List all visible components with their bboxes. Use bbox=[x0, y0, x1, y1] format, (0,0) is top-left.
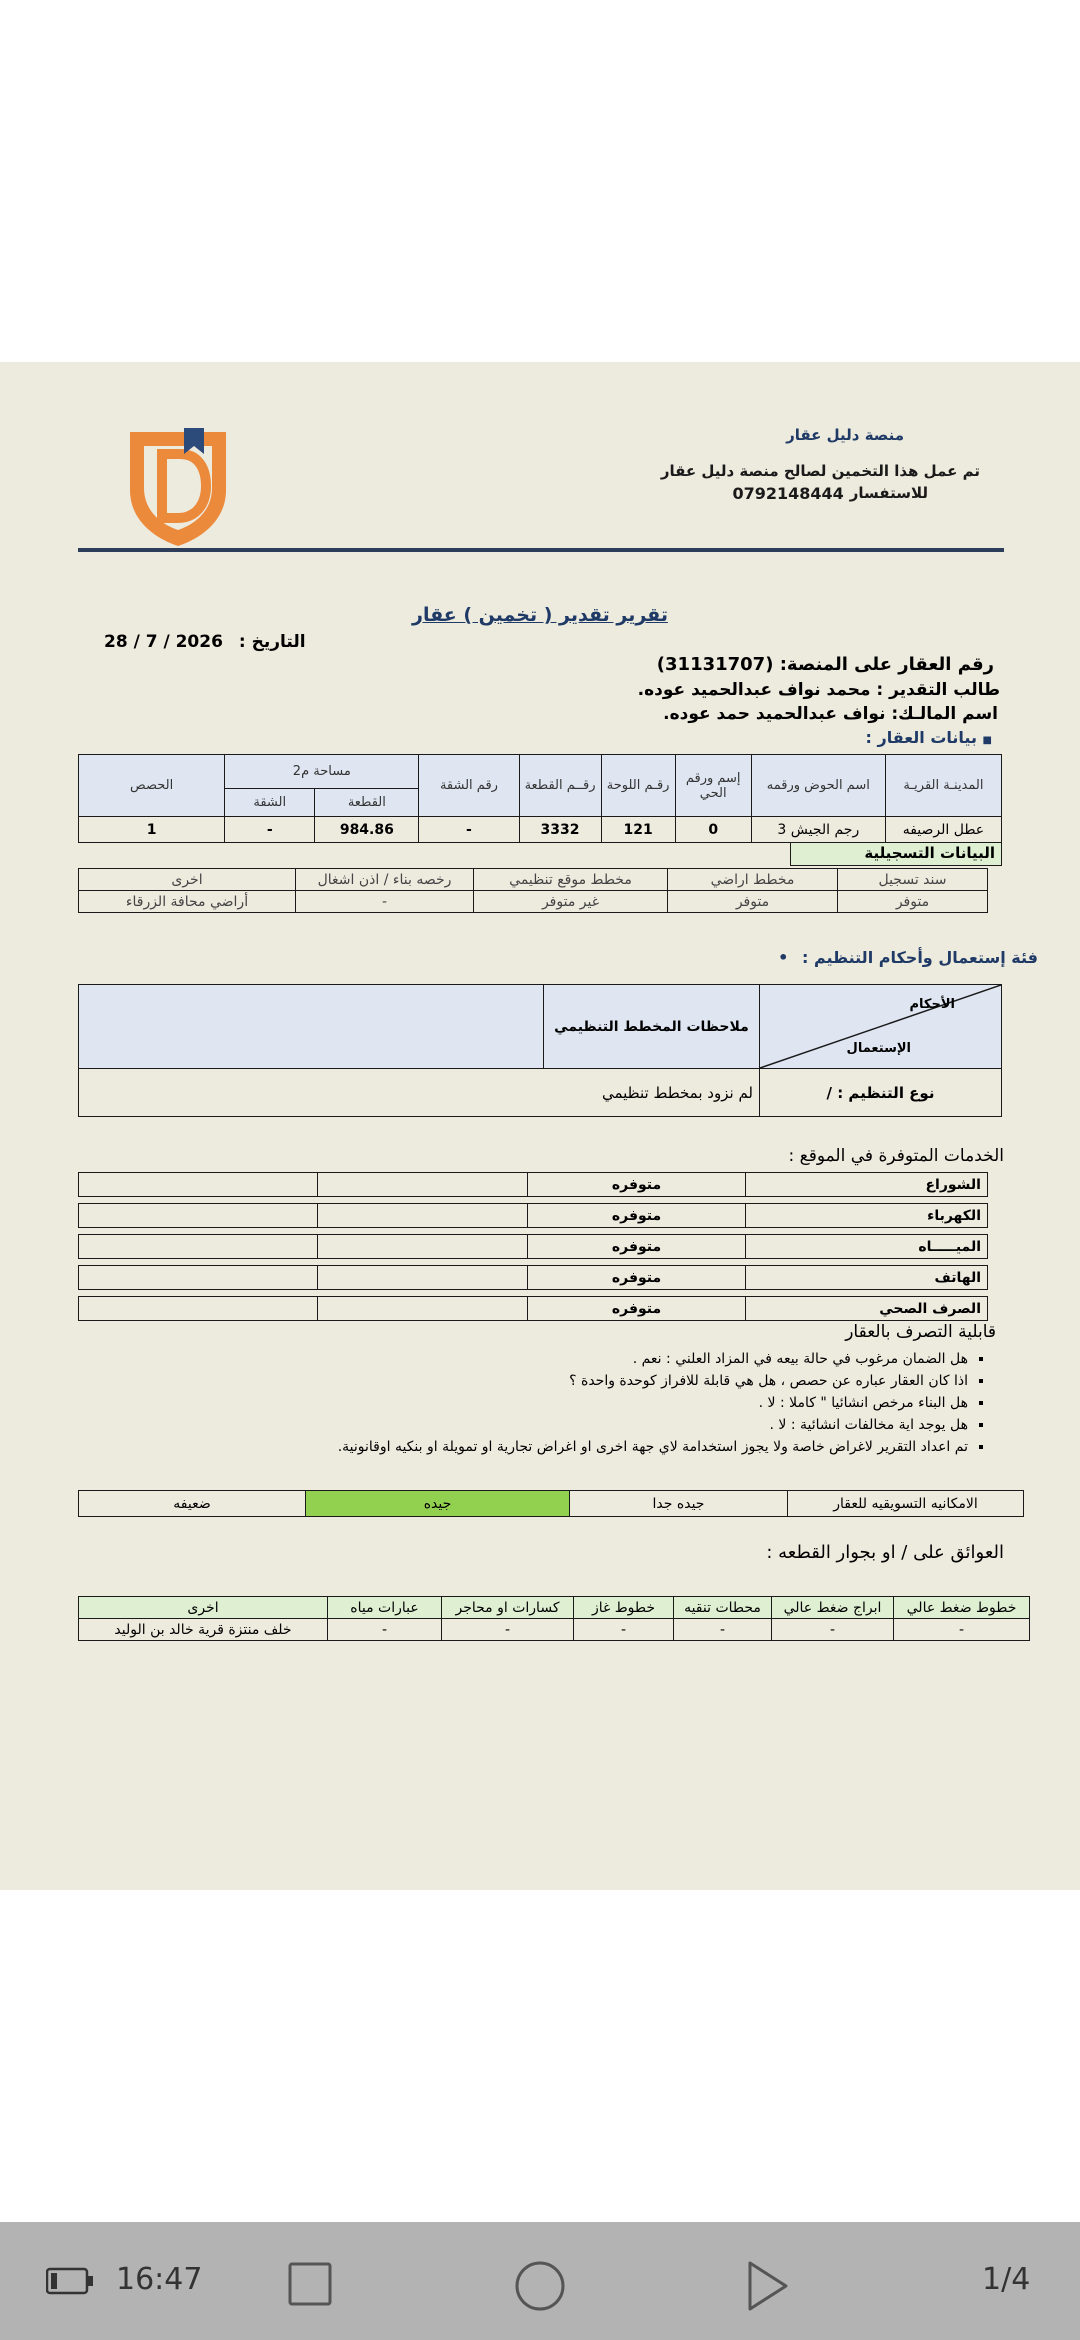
reg-v-site-plan: غير متوفر bbox=[474, 891, 668, 913]
td-shares: 1 bbox=[79, 817, 225, 843]
service-empty-b bbox=[79, 1297, 318, 1321]
property-number: رقم العقار على المنصة: (31131707) bbox=[656, 654, 994, 675]
th-basin: اسم الحوض ورقمه bbox=[751, 755, 885, 817]
date-value: 28 / 7 / 2026 bbox=[104, 632, 223, 652]
disposal-item: ▪ هل الضمان مرغوب في حالة بيعه في المزاد العلني : نعم . bbox=[338, 1348, 968, 1370]
zoning-title-text: فئة إستعمال وأحكام التنظيم : bbox=[801, 948, 1038, 967]
service-value: متوفره bbox=[528, 1173, 746, 1197]
service-value: متوفره bbox=[528, 1297, 746, 1321]
marketing-table bbox=[78, 1490, 1024, 1517]
recent-apps-icon[interactable] bbox=[288, 2262, 332, 2306]
th-shares: الحصص bbox=[79, 755, 225, 817]
disposal-item: ▪ اذا كان العقار عباره عن حصص ، هل هي قابلة للافراز كوحدة واحدة ؟ bbox=[338, 1370, 968, 1392]
disposal-item: ▪ تم اعداد التقرير لاغراض خاصة ولا يجوز استخدامة لاي جهة اخرى او اغراض تجارية او تمويلة او بنكيه اوقانونية. bbox=[338, 1436, 968, 1458]
obs-v-other: خلف منتزة قرية خالد بن الوليد bbox=[79, 1619, 328, 1641]
obs-h-quarries: كسارات او محاجر bbox=[442, 1597, 574, 1619]
service-value: متوفره bbox=[528, 1266, 746, 1290]
th-district: إسم ورقم الحي bbox=[675, 755, 751, 817]
page-indicator: 1/4 bbox=[982, 2262, 1031, 2297]
service-name: الميـــــاه bbox=[746, 1235, 988, 1259]
th-village: المدينـة القريـة bbox=[885, 755, 1001, 817]
play-icon[interactable] bbox=[746, 2260, 790, 2312]
registration-table bbox=[78, 868, 988, 913]
reg-h-deed: سند تسجيل bbox=[838, 869, 988, 891]
td-district: 0 bbox=[675, 817, 751, 843]
service-row bbox=[78, 1172, 988, 1197]
obstacles-title: العوائق على / او بجوار القطعه : bbox=[766, 1542, 1004, 1563]
th-area-plot: القطعة bbox=[315, 789, 419, 817]
report-title: تقرير تقدير ( تخمين ) عقار bbox=[412, 604, 668, 626]
service-empty-b bbox=[79, 1266, 318, 1290]
reg-h-permit: رخصه بناء / اذن اشغال bbox=[296, 869, 474, 891]
td-plot-no: 3332 bbox=[519, 817, 601, 843]
header-divider bbox=[78, 548, 1004, 552]
istimal-label: الإستعمال bbox=[846, 1041, 911, 1056]
disposal-item: ▪ هل يوجد اية مخالفات انشائية : لا . bbox=[338, 1414, 968, 1436]
services-list bbox=[78, 1172, 988, 1321]
report-date bbox=[104, 632, 306, 652]
obs-h-hv-lines: خطوط ضغط عالي bbox=[894, 1597, 1030, 1619]
obs-v-treatment: - bbox=[674, 1619, 772, 1641]
th-plot-no: رقــم القطعة bbox=[519, 755, 601, 817]
zoning-notes-header: ملاحظات المخطط التنظيمي bbox=[544, 985, 760, 1069]
td-board: 121 bbox=[601, 817, 675, 843]
ahkam-label: الأحكام bbox=[909, 997, 955, 1012]
td-area-plot: 984.86 bbox=[315, 817, 419, 843]
obs-v-hv-towers: - bbox=[772, 1619, 894, 1641]
service-row bbox=[78, 1234, 988, 1259]
logo-icon bbox=[122, 424, 234, 548]
date-label: التاريخ : bbox=[238, 632, 306, 652]
marketing-option-weak: ضعيفه bbox=[79, 1491, 306, 1517]
contact-line bbox=[732, 484, 928, 503]
zoning-section-title: فئة إستعمال وأحكام التنظيم : • bbox=[778, 948, 1038, 967]
td-apt-no: - bbox=[419, 817, 519, 843]
obs-h-gas: خطوط غاز bbox=[574, 1597, 674, 1619]
marketing-option-very-good: جيده جدا bbox=[570, 1491, 788, 1517]
service-value: متوفره bbox=[528, 1204, 746, 1228]
obs-h-culverts: عبارات مياه bbox=[328, 1597, 442, 1619]
marketing-option-good: جيده bbox=[306, 1491, 570, 1517]
requester-name: طالب التقدير : محمد نواف عبدالحميد عوده. bbox=[637, 680, 1000, 700]
zoning-type-value: لم نزود بمخطط تنظيمي bbox=[79, 1069, 760, 1117]
owner-name: اسم المالـك: نواف عبدالحميد حمد عوده. bbox=[663, 704, 998, 724]
system-navigation-bar bbox=[0, 2222, 1080, 2340]
service-empty-b bbox=[79, 1173, 318, 1197]
disposal-title: قابلية التصرف بالعقار bbox=[845, 1322, 996, 1342]
service-empty-a bbox=[318, 1173, 528, 1197]
obs-v-culverts: - bbox=[328, 1619, 442, 1641]
service-name: الكهرباء bbox=[746, 1204, 988, 1228]
reg-h-site-plan: مخطط موقع تنظيمي bbox=[474, 869, 668, 891]
reg-v-deed: متوفر bbox=[838, 891, 988, 913]
registration-title: البيانات التسجيلية bbox=[790, 842, 1002, 866]
reg-v-land-plan: متوفر bbox=[668, 891, 838, 913]
service-row bbox=[78, 1296, 988, 1321]
service-empty-b bbox=[79, 1235, 318, 1259]
zoning-diag-cell bbox=[760, 985, 1002, 1069]
platform-name: منصة دليل عقار bbox=[786, 426, 904, 444]
td-basin: رجم الجيش 3 bbox=[751, 817, 885, 843]
document-page[interactable] bbox=[0, 362, 1080, 1890]
reg-v-permit: - bbox=[296, 891, 474, 913]
service-empty-a bbox=[318, 1235, 528, 1259]
service-empty-b bbox=[79, 1204, 318, 1228]
th-apt-no: رقم الشقة bbox=[419, 755, 519, 817]
marketing-label: الامكانيه التسويقيه للعقار bbox=[788, 1491, 1024, 1517]
header-note: تم عمل هذا التخمين لصالح منصة دليل عقار bbox=[660, 462, 980, 480]
reg-h-land-plan: مخطط اراضي bbox=[668, 869, 838, 891]
contact-label: للاستفسار bbox=[849, 484, 928, 502]
zoning-empty-header bbox=[79, 985, 544, 1069]
service-name: الصرف الصحي bbox=[746, 1297, 988, 1321]
th-board: رقـم اللوحة bbox=[601, 755, 675, 817]
property-table bbox=[78, 754, 1002, 843]
service-empty-a bbox=[318, 1297, 528, 1321]
td-area-apt: - bbox=[225, 817, 315, 843]
service-empty-a bbox=[318, 1204, 528, 1228]
obstacles-table bbox=[78, 1596, 1030, 1641]
service-row bbox=[78, 1265, 988, 1290]
th-area: مساحة م2 bbox=[225, 755, 419, 789]
battery-icon bbox=[46, 2266, 94, 2296]
zoning-type-label: نوع التنظيم : / bbox=[760, 1069, 1002, 1117]
clock-time: 16:47 bbox=[116, 2262, 203, 2297]
obs-h-treatment: محطات تنقيه bbox=[674, 1597, 772, 1619]
td-village: عطل الرصيفه bbox=[885, 817, 1001, 843]
home-icon[interactable] bbox=[514, 2260, 566, 2312]
service-name: الشوراع bbox=[746, 1173, 988, 1197]
disposal-list bbox=[338, 1348, 988, 1458]
reg-v-other: أراضي محافة الزرقاء bbox=[79, 891, 296, 913]
obs-h-other: اخرى bbox=[79, 1597, 328, 1619]
service-empty-a bbox=[318, 1266, 528, 1290]
service-row bbox=[78, 1203, 988, 1228]
obs-v-gas: - bbox=[574, 1619, 674, 1641]
service-value: متوفره bbox=[528, 1235, 746, 1259]
property-data-label: ■ بيانات العقار : bbox=[865, 728, 992, 747]
reg-h-other: اخرى bbox=[79, 869, 296, 891]
service-name: الهاتف bbox=[746, 1266, 988, 1290]
obs-v-hv-lines: - bbox=[894, 1619, 1030, 1641]
obs-h-hv-towers: ابراج ضغط عالي bbox=[772, 1597, 894, 1619]
th-area-apt: الشقة bbox=[225, 789, 315, 817]
disposal-item: ▪ هل البناء مرخص انشائيا " كاملا : لا . bbox=[338, 1392, 968, 1414]
zoning-table bbox=[78, 984, 1002, 1117]
contact-phone[interactable]: 0792148444 bbox=[732, 484, 844, 503]
services-title: الخدمات المتوفرة في الموقع : bbox=[788, 1146, 1004, 1166]
obs-v-quarries: - bbox=[442, 1619, 574, 1641]
property-data-text: بيانات العقار : bbox=[865, 728, 977, 747]
